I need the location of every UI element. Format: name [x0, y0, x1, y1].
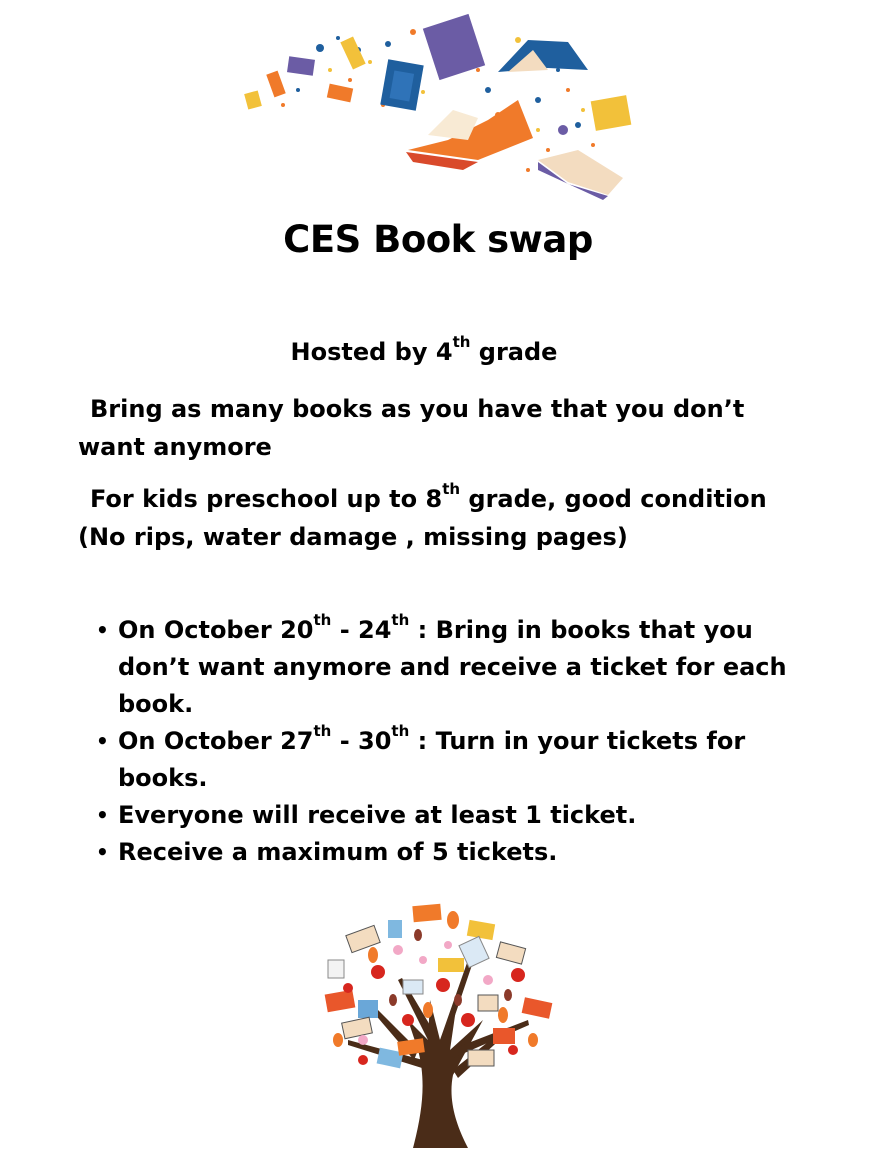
list-item [96, 797, 816, 834]
bullet-text: - 24 [331, 616, 392, 644]
bullet-text: Everyone will receive at least 1 ticket. [118, 801, 637, 829]
hosted-suffix: grade [470, 338, 558, 366]
bullet-superscript: th [313, 611, 332, 629]
list-item [96, 612, 816, 723]
bullet-icon: • [96, 803, 109, 827]
bullet-icon: • [96, 840, 109, 864]
bullet-superscript: th [313, 722, 332, 740]
eligibility-suffix: grade, good condition (No rips, water damage , missing pages) [78, 485, 767, 551]
hosted-superscript: th [452, 333, 471, 351]
schedule-list [96, 612, 816, 871]
list-item [96, 834, 816, 871]
bullet-superscript: th [391, 611, 410, 629]
flying-books-illustration [238, 10, 638, 205]
hosted-text: Hosted by 4 [290, 338, 453, 366]
bullet-superscript: th [391, 722, 410, 740]
bullet-text: Receive a maximum of 5 tickets. [118, 838, 558, 866]
list-item [96, 723, 816, 797]
eligibility-text: For kids preschool up to 8 [90, 485, 443, 513]
bring-books-paragraph: Bring as many books as you have that you don’t want anymore [78, 395, 745, 461]
bullet-text: : Turn in your tickets for books. [118, 727, 746, 792]
bullet-text: On October 27 [118, 727, 314, 755]
bullet-text: - 30 [331, 727, 392, 755]
hosted-by-line [0, 333, 848, 366]
book-tree-illustration [318, 900, 558, 1148]
bullet-icon: • [96, 618, 109, 642]
eligibility-superscript: th [442, 480, 461, 498]
eligibility-paragraph [78, 480, 818, 556]
bullet-text: On October 20 [118, 616, 314, 644]
bullet-text: : Bring in books that you don’t want anymore and receive a ticket for each book. [118, 616, 787, 718]
bullet-icon: • [96, 729, 109, 753]
page-title: CES Book swap [283, 218, 593, 261]
